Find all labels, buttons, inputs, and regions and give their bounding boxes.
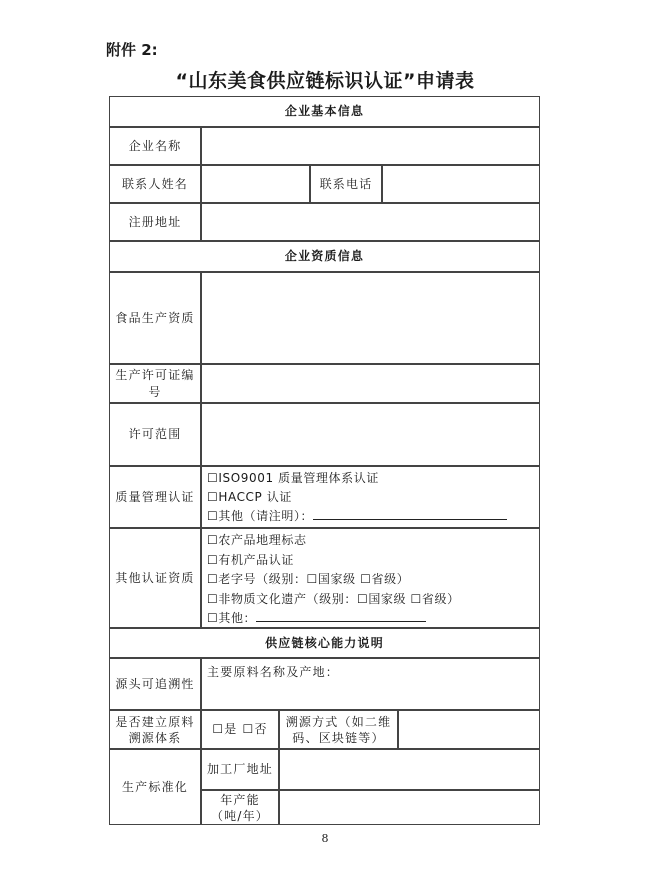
license-scope-field[interactable]: [201, 403, 540, 466]
section-basic-header: 企业基本信息: [109, 96, 540, 127]
other-cert-options: [201, 528, 540, 628]
factory-address-label: 加工厂地址: [201, 749, 279, 790]
address-label: 注册地址: [109, 203, 201, 241]
food-production-label: 食品生产资质: [109, 272, 201, 364]
cert-option-organic[interactable]: ☐有机产品认证: [207, 552, 294, 567]
cert-option-time-honored[interactable]: ☐老字号（级别：☐国家级 ☐省级）: [207, 572, 410, 586]
quality-option-iso9001[interactable]: ☐ISO9001 质量管理体系认证: [207, 471, 379, 485]
company-name-field[interactable]: [201, 127, 540, 165]
annual-output-label: 年产能（吨/年）: [201, 790, 279, 825]
cert-other-underline[interactable]: [256, 609, 426, 622]
license-scope-label: 许可范围: [109, 403, 201, 466]
standardization-label: 生产标准化: [109, 749, 201, 825]
license-number-field[interactable]: [201, 364, 540, 403]
section-supply-chain-header: 供应链核心能力说明: [109, 628, 540, 658]
trace-system-yes-no[interactable]: ☐是 ☐否: [201, 710, 279, 749]
page-number: 8: [321, 832, 329, 845]
annual-output-field[interactable]: [279, 790, 540, 825]
trace-method-field[interactable]: [398, 710, 540, 749]
company-name-label: 企业名称: [109, 127, 201, 165]
cert-option-intangible-heritage[interactable]: ☐非物质文化遗产（级别：☐国家级 ☐省级）: [207, 591, 460, 606]
form-title: “山东美食供应链标识认证”申请表: [175, 70, 475, 92]
contact-phone-field[interactable]: [382, 165, 540, 203]
traceability-label: 源头可追溯性: [109, 658, 201, 710]
quality-mgmt-options: [201, 466, 540, 528]
contact-name-field[interactable]: [201, 165, 310, 203]
trace-method-label: 溯源方式（如二维码、区块链等）: [279, 710, 398, 749]
quality-option-haccp[interactable]: ☐HACCP 认证: [207, 490, 292, 504]
quality-mgmt-label: 质量管理认证: [109, 466, 201, 528]
cert-option-geo-indication[interactable]: ☐农产品地理标志: [207, 533, 307, 547]
attachment-label: 附件 2:: [106, 41, 158, 59]
food-production-field[interactable]: [201, 272, 540, 364]
quality-option-other[interactable]: ☐其他（请注明）：: [207, 507, 539, 526]
section-qualification-header: 企业资质信息: [109, 241, 540, 272]
contact-name-label: 联系人姓名: [109, 165, 201, 203]
address-field[interactable]: [201, 203, 540, 241]
factory-address-field[interactable]: [279, 749, 540, 790]
contact-phone-label: 联系电话: [310, 165, 382, 203]
cert-option-other[interactable]: ☐其他：: [207, 609, 539, 629]
other-cert-label: 其他认证资质: [109, 528, 201, 628]
license-number-label: 生产许可证编号: [109, 364, 201, 403]
trace-system-label: 是否建立原料溯源体系: [109, 710, 201, 749]
traceability-field[interactable]: 主要原料名称及产地：: [201, 658, 540, 710]
quality-other-underline[interactable]: [313, 507, 507, 520]
